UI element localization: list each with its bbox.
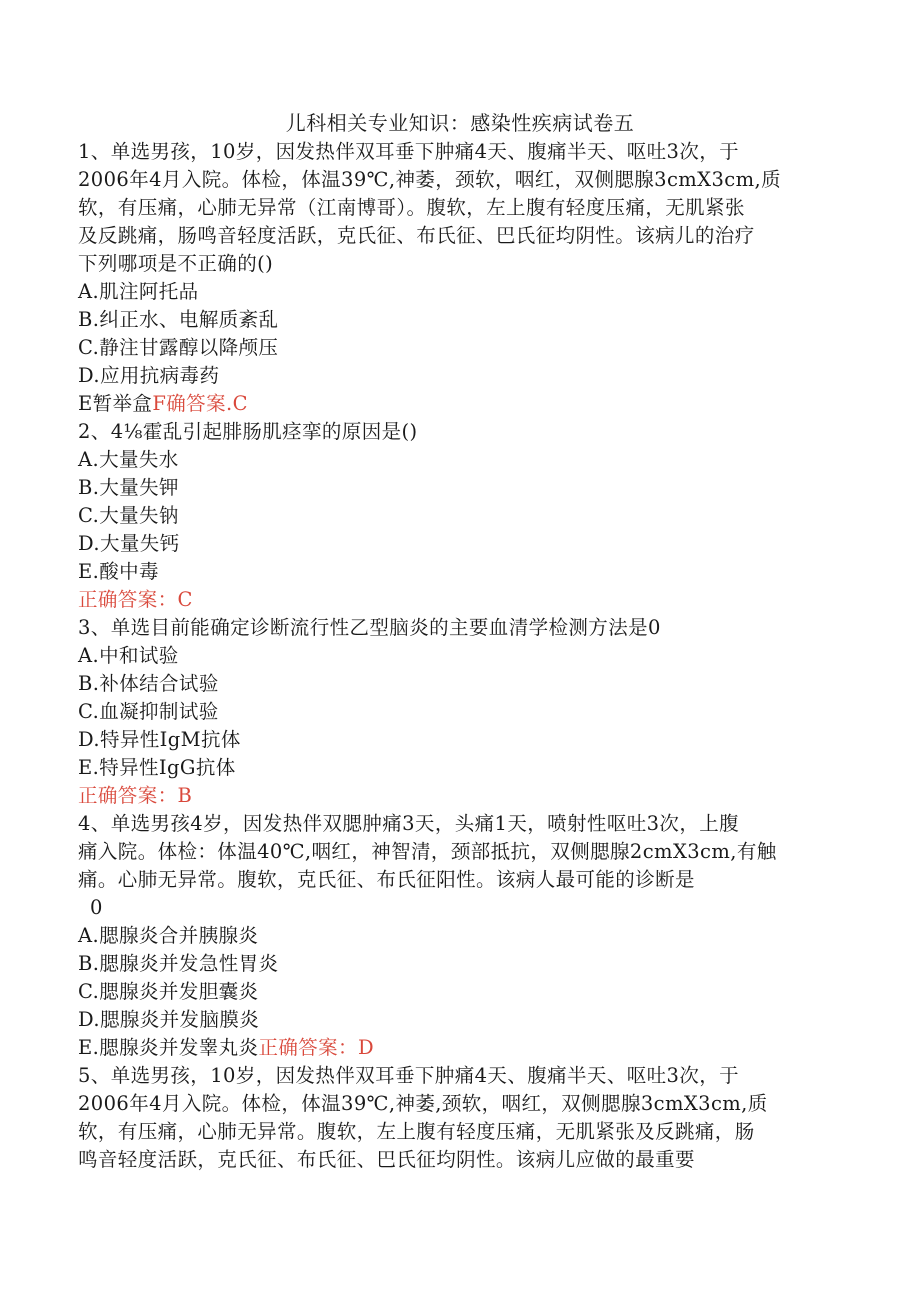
option: C.血凝抑制试验 bbox=[78, 700, 219, 723]
question-2 bbox=[78, 418, 838, 614]
question-stem-line: 下列哪项是不正确的() bbox=[78, 252, 274, 275]
question-3 bbox=[78, 614, 838, 810]
answer-label: 正确答案：C bbox=[78, 588, 193, 611]
page-title: 儿科相关专业知识：感染性疾病试卷五 bbox=[285, 111, 635, 135]
option: E.特异性IgG抗体 bbox=[78, 756, 236, 779]
question-stem-line: 0 bbox=[90, 896, 103, 919]
answer-label: F确答案.C bbox=[152, 392, 248, 415]
option: B.纠正水、电解质紊乱 bbox=[78, 308, 279, 331]
question-stem-line: 3、单选目前能确定诊断流行性乙型脑炎的主要血清学检测方法是0 bbox=[78, 616, 661, 639]
option: A.肌注阿托品 bbox=[78, 280, 199, 303]
option: D.特异性IgM抗体 bbox=[78, 728, 241, 751]
option: E.腮腺炎并发睾丸炎 bbox=[78, 1036, 259, 1059]
question-stem-line: 2、4⅛霍乱引起腓肠肌痉挛的原因是() bbox=[78, 420, 418, 443]
question-5 bbox=[78, 1062, 838, 1174]
option: B.补体结合试验 bbox=[78, 672, 219, 695]
question-4 bbox=[78, 810, 838, 1062]
option: A.中和试验 bbox=[78, 644, 179, 667]
question-stem-line: 2006年4月入院。体检，体温39℃,神萎,颈软，咽红，双侧腮腺3cmX3cm,质 bbox=[78, 1092, 768, 1115]
question-1 bbox=[78, 138, 838, 418]
question-stem-line: 5、单选男孩，10岁，因发热伴双耳垂下肿痛4天、腹痛半天、呕吐3次，于 bbox=[78, 1064, 740, 1087]
option: A.腮腺炎合并胰腺炎 bbox=[78, 924, 259, 947]
question-stem-line: 1、单选男孩，10岁，因发热伴双耳垂下肿痛4天、腹痛半天、呕吐3次，于 bbox=[78, 140, 740, 163]
option: C.腮腺炎并发胆囊炎 bbox=[78, 980, 259, 1003]
option: D.腮腺炎并发脑膜炎 bbox=[78, 1008, 260, 1031]
exam-body bbox=[78, 138, 838, 1174]
option: C.大量失钠 bbox=[78, 504, 179, 527]
option: B.腮腺炎并发急性胃炎 bbox=[78, 952, 279, 975]
question-stem-line: 鸣音轻度活跃，克氏征、布氏征、巴氏征均阴性。该病儿应做的最重要 bbox=[78, 1148, 695, 1171]
option: C.静注甘露醇以降颅压 bbox=[78, 336, 279, 359]
question-stem-line: 软，有压痛，心肺无异常。腹软，左上腹有轻度压痛，无肌紧张及反跳痛，肠 bbox=[78, 1120, 755, 1143]
question-stem-line: 及反跳痛，肠鸣音轻度活跃，克氏征、布氏征、巴氏征均阴性。该病儿的治疗 bbox=[78, 224, 755, 247]
option-with-answer bbox=[78, 390, 838, 418]
option: B.大量失钾 bbox=[78, 476, 179, 499]
option: D.大量失钙 bbox=[78, 532, 180, 555]
option: E.酸中毒 bbox=[78, 560, 159, 583]
question-stem-line: 痛。心肺无异常。腹软，克氏征、布氏征阳性。该病人最可能的诊断是 bbox=[78, 868, 695, 891]
question-stem-line: 4、单选男孩4岁，因发热伴双腮肿痛3天，头痛1天，喷射性呕吐3次，上腹 bbox=[78, 812, 740, 835]
option: D.应用抗病毒药 bbox=[78, 364, 220, 387]
option-with-answer bbox=[78, 1034, 838, 1062]
question-stem-line: 2006年4月入院。体检，体温39℃,神萎，颈软，咽红，双侧腮腺3cmX3cm,质 bbox=[78, 168, 781, 191]
option: A.大量失水 bbox=[78, 448, 179, 471]
question-stem-line: 痛入院。体检：体温40℃,咽红，神智清，颈部抵抗，双侧腮腺2cmX3cm,有触 bbox=[78, 840, 777, 863]
option: E暂举盒 bbox=[78, 392, 153, 415]
answer-label: 正确答案：B bbox=[78, 784, 193, 807]
answer-label: 正确答案：D bbox=[258, 1036, 374, 1059]
question-stem-line: 软，有压痛，心肺无异常（江南博哥）。腹软，左上腹有轻度压痛，无肌紧张 bbox=[78, 196, 745, 219]
